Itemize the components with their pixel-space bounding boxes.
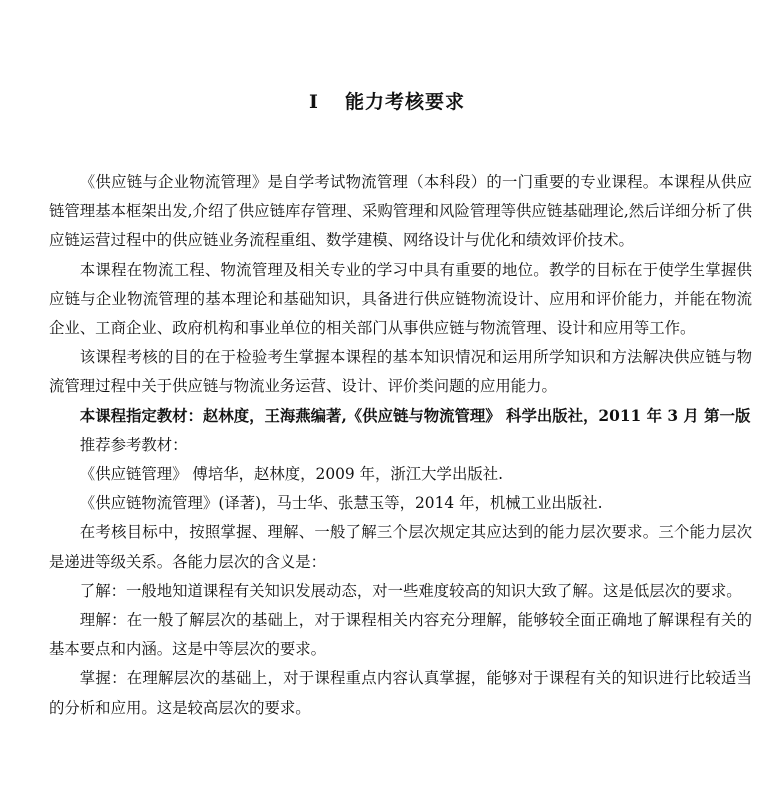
paragraph-designated-textbook: 本课程指定教材：赵林度，王海燕编著,《供应链与物流管理》 科学出版社，2011 年 3 月 第一版 [79, 406, 751, 425]
paragraph-level-understand-basic: 了解：一般地知道课程有关知识发展动态，对一些难度较高的知识大致了解。这是低层次的要求。 [79, 581, 742, 600]
section-number: I [309, 91, 319, 113]
paragraph-reference-book-2: 《供应链物流管理》(译著)，马士华、张慧玉等，2014 年，机械工业出版社. [79, 494, 603, 513]
section-title: 能力考核要求 [344, 91, 465, 113]
paragraph-recommended-heading: 推荐参考教材： [79, 435, 188, 454]
paragraph-ability-levels: 在考核目标中，按照掌握、理解、一般了解三个层次规定其应达到的能力层次要求。三个能力层次是递进等级关系。各能力层次的含义是： [49, 523, 752, 571]
body-text [49, 168, 752, 723]
section-heading [0, 86, 774, 118]
paragraph-level-comprehend: 理解：在一般了解层次的基础上，对于课程相关内容充分理解，能够较全面正确地了解课程有关的基本要点和内涵。这是中等层次的要求。 [49, 611, 752, 659]
paragraph-course-goal: 本课程在物流工程、物流管理及相关专业的学习中具有重要的地位。教学的目标在于使学生掌握供应链与企业物流管理的基本理论和基础知识，具备进行供应链物流设计、应用和评价能力，并能在物流企业、工商企业、政府机构和事业单位的相关部门从事供应链与物流管理、设计和应用等工作。 [49, 260, 752, 338]
paragraph-exam-purpose: 该课程考核的目的在于检验考生掌握本课程的基本知识情况和运用所学知识和方法解决供应链与物流管理过程中关于供应链与物流业务运营、设计、评价类问题的应用能力。 [49, 348, 752, 396]
paragraph-level-master: 掌握：在理解层次的基础上，对于课程重点内容认真掌握，能够对于课程有关的知识进行比较适当的分析和应用。这是较高层次的要求。 [49, 669, 752, 717]
paragraph-course-intro: 《供应链与企业物流管理》是自学考试物流管理（本科段）的一门重要的专业课程。本课程从供应链管理基本框架出发,介绍了供应链库存管理、采购管理和风险管理等供应链基础理论,然后详细分析了供应链运营过程中的供应链业务流程重组、数学建模、网络设计与优化和绩效评价技术。 [49, 173, 752, 250]
paragraph-reference-book-1: 《供应链管理》 傅培华，赵林度，2009 年，浙江大学出版社. [79, 465, 504, 484]
